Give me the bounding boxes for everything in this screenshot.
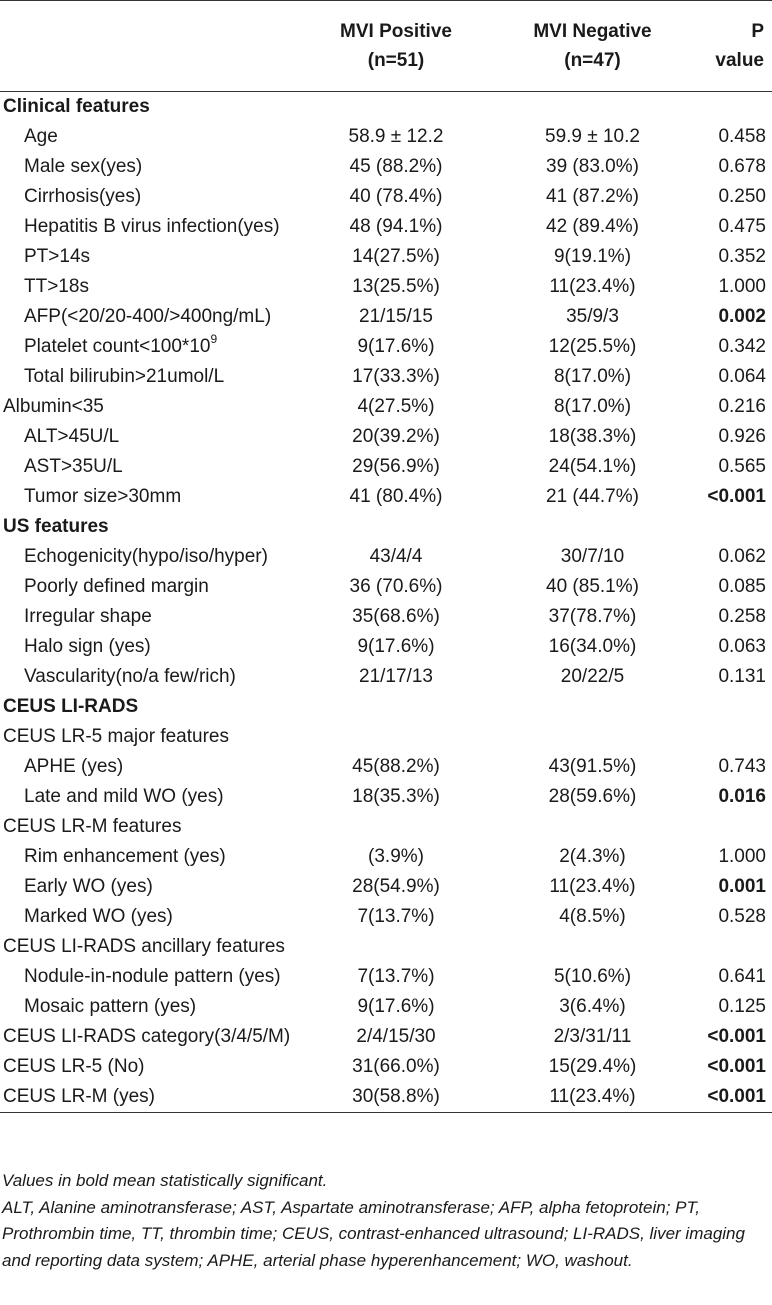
row-label-text: Platelet count<100*10 [24, 336, 211, 357]
header-mvi-positive-count: (n=51) [367, 50, 425, 71]
cell-mvi-positive: 7(13.7%) [357, 906, 435, 927]
table-row [0, 422, 772, 452]
cell-p-value: 0.458 [718, 126, 766, 147]
cell-p-value: 0.062 [718, 546, 766, 567]
cell-mvi-positive: 40 (78.4%) [349, 186, 443, 207]
cell-mvi-negative: 2(4.3%) [559, 846, 626, 867]
cell-p-value: 0.064 [718, 366, 766, 387]
row-label: Poorly defined margin [24, 576, 209, 597]
cell-p-value: 0.125 [718, 996, 766, 1017]
cell-mvi-negative: 43(91.5%) [548, 756, 637, 777]
cell-mvi-negative: 11(23.4%) [549, 276, 636, 297]
cell-p-value: 1.000 [718, 276, 766, 297]
cell-p-value-significant: 0.001 [718, 876, 766, 897]
significance-note: Values in bold mean statistically significant. [2, 1171, 328, 1190]
row-label: Early WO (yes) [24, 876, 153, 897]
cell-p-value: 0.216 [718, 396, 766, 417]
cell-mvi-negative: 16(34.0%) [548, 636, 637, 657]
subsection-title: CEUS LI-RADS ancillary features [3, 936, 285, 957]
cell-mvi-positive: 31(66.0%) [352, 1056, 440, 1077]
cell-mvi-positive: 29(56.9%) [352, 456, 440, 477]
cell-p-value-significant: 0.002 [718, 306, 766, 327]
row-label: Vascularity(no/a few/rich) [24, 666, 236, 687]
table-row [0, 482, 772, 512]
cell-mvi-positive: 58.9 ± 12.2 [348, 126, 444, 147]
subsection-row [0, 932, 772, 962]
table-row [0, 452, 772, 482]
row-label: APHE (yes) [24, 756, 124, 777]
cell-mvi-positive: 35(68.6%) [352, 606, 440, 627]
table-row [0, 182, 772, 212]
cell-p-value: 0.258 [718, 606, 766, 627]
cell-p-value: 0.352 [718, 246, 766, 267]
cell-p-value: 0.131 [718, 666, 766, 687]
subsection-title: CEUS LR-M features [3, 816, 182, 837]
cell-mvi-negative: 5(10.6%) [553, 966, 632, 987]
table-row [0, 152, 772, 182]
cell-mvi-negative: 18(38.3%) [548, 426, 637, 447]
cell-mvi-positive: 43/4/4 [369, 546, 423, 567]
row-label: Nodule-in-nodule pattern (yes) [24, 966, 281, 987]
section-ceus-li-rads [0, 692, 772, 722]
table-row [0, 362, 772, 392]
cell-p-value-significant: 0.016 [718, 786, 766, 807]
row-label: TT>18s [24, 276, 89, 297]
row-label: Late and mild WO (yes) [24, 786, 224, 807]
empty-cell [489, 932, 696, 962]
row-label: Male sex(yes) [24, 156, 143, 177]
row-label: CEUS LI-RADS category(3/4/5/M) [3, 1026, 291, 1047]
cell-p-value: 0.085 [718, 576, 766, 597]
cell-mvi-positive: 13(25.5%) [352, 276, 440, 297]
cell-p-value: 0.250 [718, 186, 766, 207]
cell-p-value: 0.926 [718, 426, 766, 447]
table-row [0, 1022, 772, 1052]
table-header-row [0, 1, 772, 92]
cell-mvi-negative: 28(59.6%) [548, 786, 637, 807]
table-row [0, 782, 772, 812]
cell-mvi-positive: 2/4/15/30 [356, 1026, 436, 1047]
row-label-superscript: 9 [210, 331, 218, 346]
cell-p-value: 0.641 [718, 966, 766, 987]
table-row [0, 542, 772, 572]
cell-p-value: 0.528 [718, 906, 766, 927]
cell-p-value: 1.000 [718, 846, 766, 867]
cell-mvi-positive: 4(27.5%) [357, 396, 435, 417]
row-label: Tumor size>30mm [24, 486, 182, 507]
header-mvi-positive-title: MVI Positive [340, 21, 452, 42]
cell-p-value: 0.678 [718, 156, 766, 177]
cell-mvi-negative: 15(29.4%) [548, 1056, 637, 1077]
subsection-row [0, 722, 772, 752]
section-clinical-features [0, 92, 772, 123]
cell-mvi-positive: 45(88.2%) [352, 756, 440, 777]
table-row [0, 122, 772, 152]
row-label: Age [24, 126, 58, 147]
cell-mvi-negative: 37(78.7%) [548, 606, 637, 627]
empty-cell [303, 932, 489, 962]
row-label: ALT>45U/L [24, 426, 120, 447]
cell-mvi-positive: 28(54.9%) [352, 876, 440, 897]
cell-p-value: 0.063 [718, 636, 766, 657]
header-p-value [696, 1, 772, 92]
header-mvi-positive [303, 1, 489, 92]
header-label-column [0, 1, 303, 92]
cell-mvi-positive: 45 (88.2%) [349, 156, 443, 177]
table-row [0, 662, 772, 692]
cell-mvi-positive: 30(58.8%) [303, 1082, 489, 1113]
header-mvi-negative [489, 1, 696, 92]
table-row [0, 632, 772, 662]
cell-mvi-positive: 41 (80.4%) [349, 486, 443, 507]
row-label: Hepatitis B virus infection(yes) [24, 216, 280, 237]
table-row [0, 572, 772, 602]
cell-mvi-negative: 8(17.0%) [553, 366, 632, 387]
cell-p-value-significant: <0.001 [696, 1082, 772, 1113]
cell-p-value: 0.565 [718, 456, 766, 477]
table-row [0, 212, 772, 242]
table-footnotes [0, 1168, 770, 1274]
subsection-title: CEUS LR-5 major features [3, 726, 229, 747]
cell-mvi-positive: 21/17/13 [359, 666, 433, 687]
table-row [0, 1052, 772, 1082]
cell-mvi-positive: 48 (94.1%) [349, 216, 443, 237]
cell-mvi-positive: 14(27.5%) [352, 246, 440, 267]
cell-mvi-positive: 9(17.6%) [357, 636, 435, 657]
table-row [0, 242, 772, 272]
cell-mvi-negative: 3(6.4%) [559, 996, 626, 1017]
row-label: AFP(<20/20-400/>400ng/mL) [24, 306, 272, 327]
cell-mvi-negative: 24(54.1%) [548, 456, 637, 477]
table-row [0, 1082, 772, 1113]
section-us-features [0, 512, 772, 542]
cell-mvi-negative: 8(17.0%) [553, 396, 632, 417]
table-row [0, 392, 772, 422]
row-label: Total bilirubin>21umol/L [24, 366, 225, 387]
cell-p-value-significant: <0.001 [707, 1026, 766, 1047]
table-row [0, 962, 772, 992]
section-title: CEUS LI-RADS [3, 696, 139, 717]
cell-mvi-negative: 21 (44.7%) [546, 486, 639, 507]
row-label [0, 332, 303, 362]
table-row [0, 272, 772, 302]
table-row [0, 992, 772, 1022]
cell-mvi-positive: (3.9%) [368, 846, 424, 867]
cell-mvi-positive: 21/15/15 [359, 306, 433, 327]
row-label: Halo sign (yes) [24, 636, 151, 657]
table-row [0, 602, 772, 632]
cell-p-value: 0.475 [718, 216, 766, 237]
cell-mvi-positive: 36 (70.6%) [349, 576, 443, 597]
abbreviations-note: ALT, Alanine aminotransferase; AST, Aspartate aminotransferase; AFP, alpha fetoprotein; PT, Prothrombin time, TT, thrombin time; CEUS, contrast-enhanced ultrasound; LI-RADS, liver imaging and reporting data system; APHE, arterial phase hyperenhancement; WO, washout. [2, 1197, 745, 1270]
row-label: CEUS LR-5 (No) [3, 1056, 145, 1077]
cell-mvi-negative: 9(19.1%) [553, 246, 632, 267]
cell-mvi-negative: 20/22/5 [560, 666, 625, 687]
cell-mvi-negative: 59.9 ± 10.2 [545, 126, 640, 147]
row-label: CEUS LR-M (yes) [0, 1082, 303, 1113]
cell-mvi-negative: 4(8.5%) [559, 906, 626, 927]
cell-mvi-negative: 40 (85.1%) [546, 576, 639, 597]
cell-mvi-positive: 20(39.2%) [352, 426, 440, 447]
cell-mvi-positive: 9(17.6%) [357, 996, 435, 1017]
table-row [0, 332, 772, 362]
row-label: Mosaic pattern (yes) [24, 996, 197, 1017]
cell-mvi-positive: 17(33.3%) [352, 366, 440, 387]
row-label: Cirrhosis(yes) [24, 186, 142, 207]
table-row [0, 842, 772, 872]
row-label: Rim enhancement (yes) [24, 846, 226, 867]
cell-mvi-negative: 12(25.5%) [548, 336, 637, 357]
row-label: PT>14s [24, 246, 91, 267]
cell-mvi-positive: 18(35.3%) [352, 786, 440, 807]
header-p-value-line1: P [751, 21, 764, 42]
row-label: Irregular shape [24, 606, 152, 627]
cell-mvi-negative: 2/3/31/11 [553, 1026, 632, 1047]
table-row [0, 752, 772, 782]
cell-mvi-negative: 41 (87.2%) [546, 186, 639, 207]
empty-cell [696, 932, 772, 962]
cell-p-value: 0.743 [718, 756, 766, 777]
header-mvi-negative-count: (n=47) [564, 50, 621, 71]
cell-mvi-negative: 11(23.4%) [549, 876, 636, 897]
cell-p-value-significant: <0.001 [707, 486, 766, 507]
cell-mvi-negative: 30/7/10 [560, 546, 625, 567]
subsection-row [0, 812, 772, 842]
table-row [0, 302, 772, 332]
row-label: Echogenicity(hypo/iso/hyper) [24, 546, 268, 567]
header-mvi-negative-title: MVI Negative [533, 21, 652, 42]
section-title: US features [3, 516, 109, 537]
row-label: Marked WO (yes) [24, 906, 173, 927]
table-row [0, 902, 772, 932]
cell-mvi-negative: 39 (83.0%) [546, 156, 639, 177]
row-label: Albumin<35 [3, 396, 104, 417]
section-title: Clinical features [3, 96, 150, 117]
cell-mvi-negative: 42 (89.4%) [546, 216, 639, 237]
cell-mvi-positive: 7(13.7%) [357, 966, 435, 987]
cell-p-value-significant: <0.001 [707, 1056, 766, 1077]
header-p-value-line2: value [715, 50, 764, 71]
cell-mvi-negative: 11(23.4%) [489, 1082, 696, 1113]
row-label: AST>35U/L [24, 456, 123, 477]
cell-mvi-negative: 35/9/3 [566, 306, 619, 327]
cell-p-value: 0.342 [718, 336, 766, 357]
cell-mvi-positive: 9(17.6%) [357, 336, 435, 357]
table-row [0, 872, 772, 902]
